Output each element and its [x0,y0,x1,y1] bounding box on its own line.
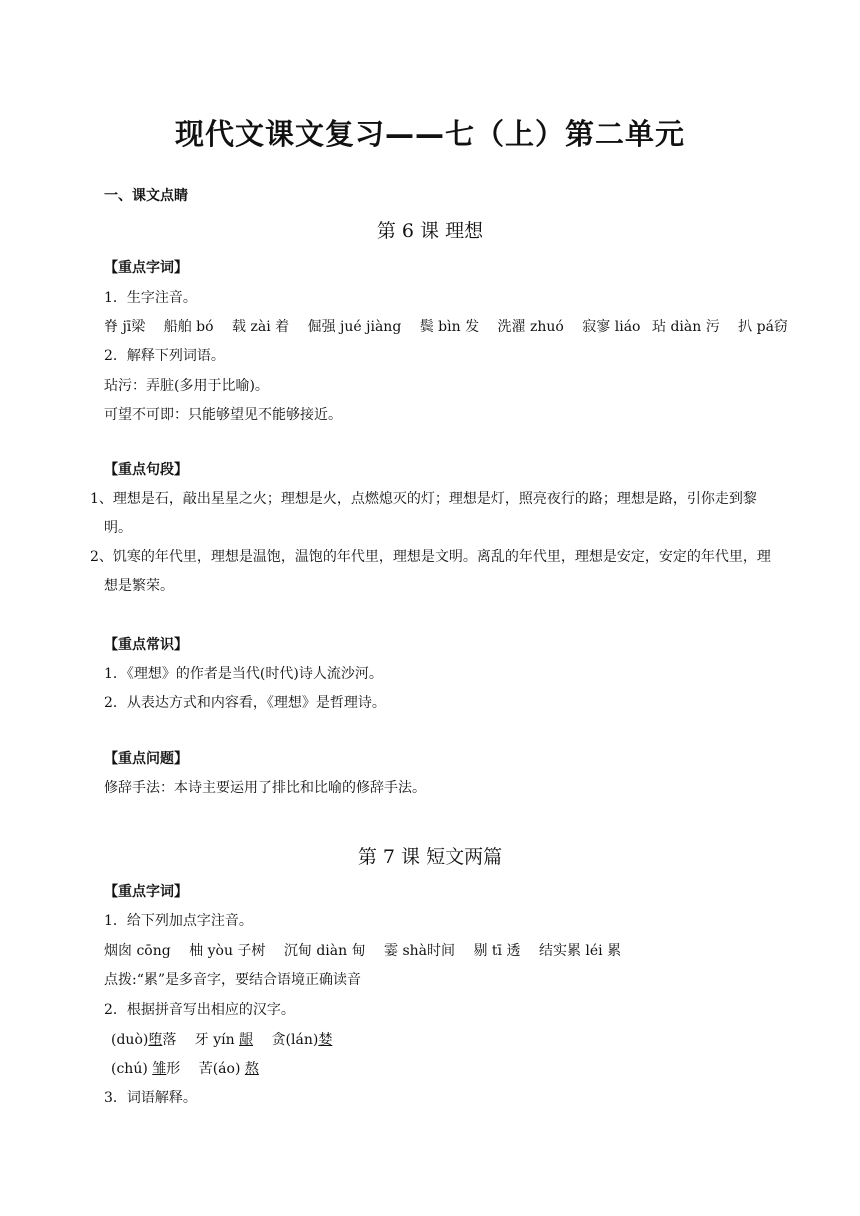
pinyin-item: 脊 jī梁 [104,319,146,335]
knowledge-item: 2．从表达方式和内容看，《理想》是哲理诗。 [104,695,386,711]
question-1: 1．生字注音。 [104,290,197,306]
pinyin-item: 玷 diàn 污 [652,319,720,335]
pinyin-item: 船舶 bó [163,319,214,335]
pinyin-item: 载 zài 着 [232,319,290,335]
definition: 可望不可即：只能够望见不能够接近。 [104,407,342,423]
pinyin-item: 扒 pá窃 [738,319,788,335]
lesson-6-heading: 第 6 课 理想 [376,220,484,242]
answer-char: 堕 [148,1032,163,1048]
pinyin-item: 剔 tī 透 [473,943,521,959]
lesson-7-heading: 第 7 课 短文两篇 [357,846,503,868]
knowledge-item: 1．《理想》的作者是当代(时代)诗人流沙河。 [104,666,383,682]
pinyin-item: 柚 yòu 子树 [189,943,266,959]
key-knowledge-heading: 【重点常识】 [104,637,188,653]
answer-char: 熬 [244,1061,259,1077]
section-heading: 一、课文点睛 [104,188,188,204]
document-title: 现代文课文复习——七（上）第二单元 [174,117,685,151]
key-words-heading: 【重点字词】 [104,884,188,900]
answer-char: 龈 [239,1032,254,1048]
key-sentences-heading: 【重点句段】 [104,462,188,478]
question-1: 1．给下列加点字注音。 [104,913,253,929]
sentence-paragraph: 1、理想是石，敲出星星之火；理想是火，点燃熄灭的灯；理想是灯，照亮夜行的路；理想是路，引你走到黎明。 [90,491,757,536]
definition: 玷污：弄脏(多用于比喻)。 [104,378,269,394]
problem-item: 修辞手法：本诗主要运用了排比和比喻的修辞手法。 [104,780,426,796]
answer-char: 雏 [152,1061,167,1077]
pinyin-item: 霎 shà时间 [384,943,456,959]
key-problems-heading: 【重点问题】 [104,751,188,767]
pinyin-item: 烟囱 cōng [104,943,171,959]
question-2: 2．解释下列词语。 [104,348,225,364]
question-3: 3．词语解释。 [104,1090,197,1106]
question-2: 2．根据拼音写出相应的汉字。 [104,1002,295,1018]
pinyin-row [104,318,640,336]
sentence-paragraph: 2、饥寒的年代里，理想是温饱，温饱的年代里，理想是文明。离乱的年代里，理想是安定，安定的年代里，理想是繁荣。 [90,549,771,594]
tip: 点拨:“累”是多音字，要结合语境正确读音 [104,972,362,988]
pinyin-row [104,942,621,960]
pinyin-item: 鬓 bìn 发 [419,319,480,335]
pinyin-item: 结实累 léi 累 [538,943,622,959]
answer-row: (chú) 雏形 苦(áo) 熬 [111,1061,259,1077]
pinyin-item: 沉甸 diàn 甸 [283,943,366,959]
answer-char: 婪 [318,1032,333,1048]
pinyin-item: 寂寥 liáo [582,319,641,335]
answer-row: (duò)堕落 牙 yín 龈 贪(lán)婪 [111,1032,333,1048]
pinyin-row-right [652,318,788,336]
key-words-heading: 【重点字词】 [104,260,188,276]
pinyin-item: 倔强 jué jiàng [307,319,402,335]
pinyin-item: 洗濯 zhuó [497,319,564,335]
